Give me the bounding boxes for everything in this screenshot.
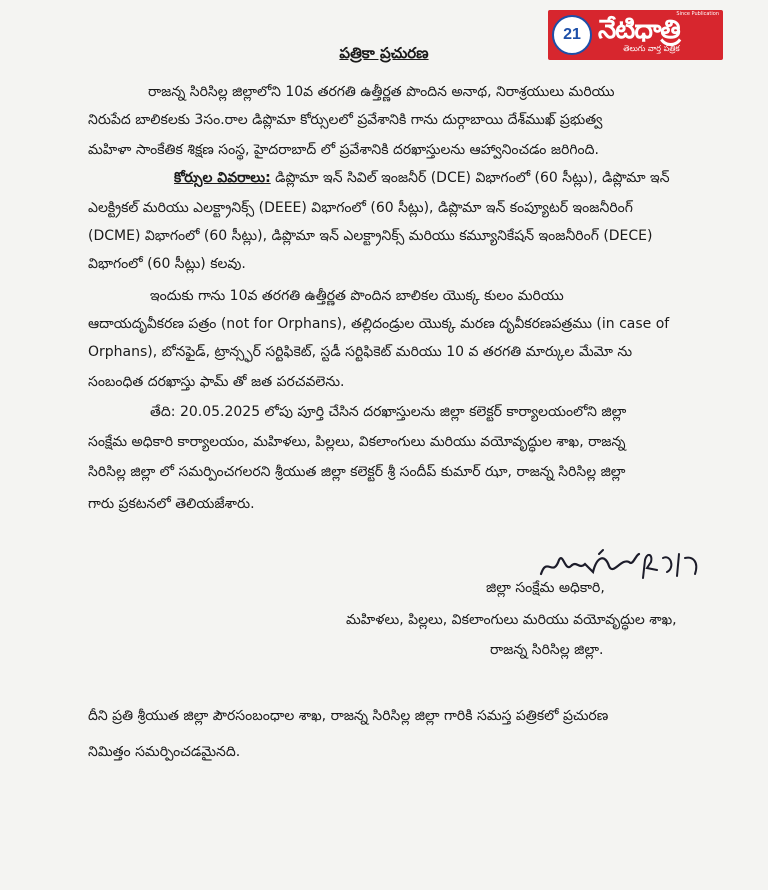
para4-line: గారు ప్రకటనలో తెలియజేశారు.: [88, 496, 255, 512]
signature-district: రాజన్న సిరిసిల్ల జిల్లా.: [490, 642, 604, 658]
courses-heading: కోర్సుల వివరాలు:: [174, 170, 271, 186]
footer-line: దీని ప్రతి శ్రీయుత జిల్లా పౌరసంబంధాల శాఖ, రాజన్న సిరిసిల్ల జిల్లా గారికి సమస్త పత్రికలో ప్రచురణ: [88, 708, 609, 724]
courses-line: (DCME) విభాగంలో (60 సీట్లు), డిప్లొమా ఇన్ ఎలక్ట్రానిక్స్ మరియు కమ్యూనికేషన్ ఇంజనీరింగ్ (DECE): [88, 228, 653, 244]
para1-line: మహిళా సాంకేతిక శిక్షణ సంస్థ, హైదరాబాద్ లో ప్రవేశానికి దరఖాస్తులను ఆహ్వానించడం జరిగింది.: [88, 142, 599, 158]
logo-tagline: తెలుగు వార్త పత్రిక: [623, 44, 680, 53]
footer-line: నిమిత్తం సమర్పించడమైనది.: [88, 744, 241, 760]
signature-department: మహిళలు, పిల్లలు, వికలాంగులు మరియు వయోవృద్ధుల శాఖ,: [346, 612, 677, 628]
para4-line: సంక్షేమ అధికారి కార్యాలయం, మహిళలు, పిల్లలు, వికలాంగులు మరియు వయోవృద్ధుల శాఖ, రాజన్న: [88, 434, 626, 450]
page-title: పత్రికా ప్రచురణ: [339, 44, 429, 62]
courses-line: ఎలక్ట్రికల్ మరియు ఎలక్ట్రానిక్స్ (DEEE) విభాగంలో (60 సీట్లు), డిప్లొమా ఇన్ కంప్యూటర్ ఇంజనీరింగ్: [88, 200, 633, 216]
logo-name: నేటిధాత్రి: [598, 15, 680, 45]
para1-line: నిరుపేద బాలికలకు 3సం.రాల డిప్లొమా కోర్సులలో ప్రవేశానికి గాను దుర్గాబాయి దేశ్‌ముఖ్ ప్రభుత్వ: [88, 112, 603, 128]
para1-line: రాజన్న సిరిసిల్ల జిల్లాలోని 10వ తరగతి ఉత్తీర్ణత పొందిన అనాథ, నిరాశ్రయులు మరియు: [148, 84, 615, 100]
logo-corner-text: Since Publication: [676, 11, 719, 17]
para3-line: ఇందుకు గాను 10వ తరగతి ఉత్తీర్ణత పొందిన బాలికల యొక్క కులం మరియు: [150, 288, 564, 304]
courses-line: విభాగంలో (60 సీట్లు) కలవు.: [88, 256, 246, 272]
courses-first-line: [174, 168, 670, 188]
para3-line: ఆదాయదృవీకరణ పత్రం (not for Orphans), తల్లిదండ్రుల యొక్క మరణ దృవీకరణపత్రము (in case of: [88, 316, 670, 332]
logo-21-badge: 21: [552, 15, 592, 55]
para4-line: తేది: 20.05.2025 లోపు పూర్తి చేసిన దరఖాస్తులను జిల్లా కలెక్టర్ కార్యాలయంలోని జిల్లా: [150, 404, 627, 420]
para4-line: సిరిసిల్ల జిల్లా లో సమర్పించగలరని శ్రీయుత జిల్లా కలెక్టర్ శ్రీ సందీప్ కుమార్ ఝా, రాజన్న సిరిసిల్ల జిల్లా: [88, 464, 626, 480]
courses-first-text: డిప్లొమా ఇన్ సివిల్ ఇంజనీర్ (DCE) విభాగంలో (60 సీట్లు), డిప్లొమా ఇన్: [270, 170, 670, 186]
para3-line: Orphans), బోనఫైడ్, ట్రాన్స్ఫర్ సర్టిఫికెట్, స్టడీ సర్టిఫికెట్ మరియు 10 వ తరగతి మార్కుల మేమో ను: [88, 344, 633, 360]
signature-designation: జిల్లా సంక్షేమ అధికారి,: [486, 580, 605, 596]
para3-line: సంబంధిత దరఖాస్తు ఫామ్ తో జత పరచవలెను.: [88, 374, 345, 390]
